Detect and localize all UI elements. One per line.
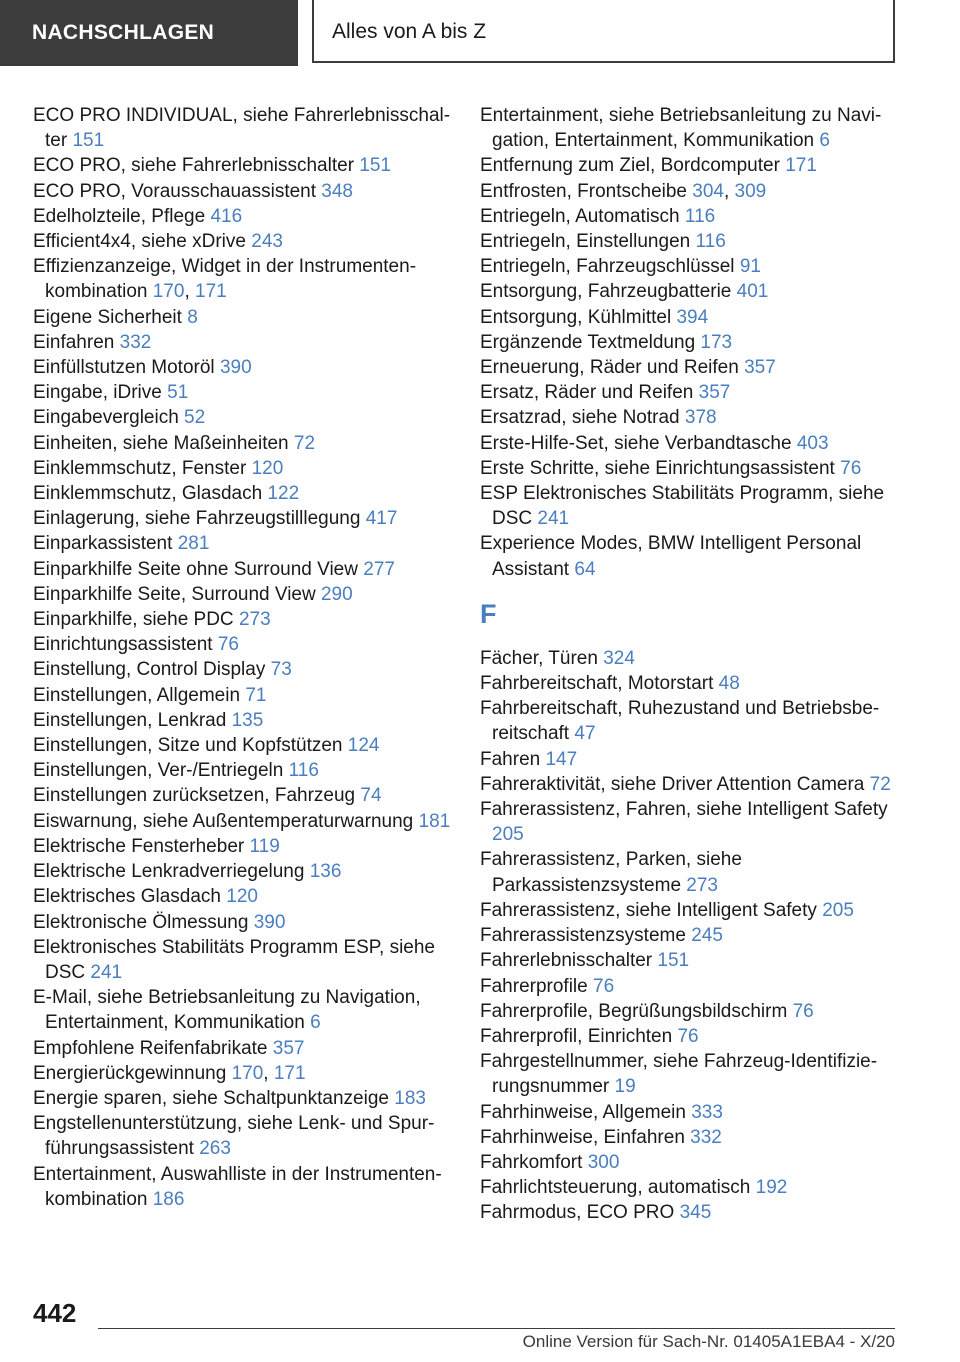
index-entry bbox=[33, 153, 453, 178]
index-entry: Energierückgewinnung 170, 171 bbox=[33, 1062, 306, 1084]
index-entry-term: Einlagerung, siehe Fahrzeugstilllegung bbox=[33, 508, 361, 530]
page-reference-link[interactable]: 324 bbox=[603, 647, 635, 669]
page-reference-link[interactable]: 120 bbox=[251, 457, 284, 479]
index-entry bbox=[33, 1111, 453, 1161]
page-reference-link[interactable]: 357 bbox=[744, 357, 776, 379]
page-reference-link[interactable]: 124 bbox=[347, 735, 380, 757]
index-entry bbox=[33, 380, 453, 405]
index-entry bbox=[33, 985, 453, 1035]
index-entry: Entfrosten, Frontscheibe 304, 309 bbox=[480, 180, 767, 202]
index-entry bbox=[480, 898, 900, 923]
page-reference-link[interactable]: 91 bbox=[739, 256, 761, 278]
index-entry-term: Fahrerprofile, Begrüßungsbildschirm bbox=[480, 1000, 788, 1022]
index-entry bbox=[480, 1049, 900, 1099]
index-entry bbox=[480, 204, 900, 229]
index-letter-heading: F bbox=[480, 598, 497, 629]
index-entry-term: Eiswarnung, siehe Außentemperaturwarnung bbox=[33, 810, 414, 832]
index-entry bbox=[33, 935, 453, 985]
page-reference-link[interactable]: 64 bbox=[574, 558, 596, 580]
page-reference-link[interactable]: 403 bbox=[796, 432, 829, 454]
index-entry bbox=[480, 923, 900, 948]
page-reference-link[interactable]: 333 bbox=[691, 1101, 723, 1123]
index-entry bbox=[33, 859, 453, 884]
page-reference-link[interactable]: 183 bbox=[394, 1087, 426, 1109]
index-entry-term: Experience Modes, BMW Intelligent Personal Assistant bbox=[480, 533, 862, 580]
page-reference-link[interactable]: 243 bbox=[251, 231, 283, 253]
index-group-e bbox=[480, 103, 900, 582]
page-reference-link[interactable]: 416 bbox=[210, 205, 243, 227]
page-reference-link[interactable]: 245 bbox=[691, 925, 723, 947]
index-entry-term: Einstellungen, Ver-/Entriegeln bbox=[33, 760, 284, 782]
index-entry-term: Fahrmodus, ECO PRO bbox=[480, 1202, 675, 1224]
page-reference-link[interactable]: 173 bbox=[700, 331, 733, 353]
index-entry-term: Elektrische Fensterheber bbox=[33, 835, 245, 857]
index-entry-term: Einparkhilfe Seite ohne Surround View bbox=[33, 558, 358, 580]
page-reference-link[interactable]: 73 bbox=[270, 659, 292, 681]
index-entry bbox=[480, 279, 900, 304]
index-entry-term: Einfüllstutzen Motoröl bbox=[33, 357, 215, 379]
page-reference-link[interactable]: 281 bbox=[177, 533, 210, 555]
index-entry bbox=[33, 506, 453, 531]
index-entry-term: E-Mail, siehe Betriebsanleitung zu Navigation, Entertainment, Kommunikation bbox=[33, 987, 421, 1034]
index-entry-term: Erste Schritte, siehe Einrichtungsassistent bbox=[480, 457, 835, 479]
index-entry bbox=[33, 305, 453, 330]
index-entry-term: ESP Elektronisches Stabilitäts Programm, siehe DSC bbox=[480, 483, 885, 530]
page-reference-link[interactable]: 348 bbox=[321, 180, 353, 202]
page-reference-link[interactable]: 116 bbox=[288, 760, 319, 782]
index-entry-term: Fahrbereitschaft, Ruhezustand und Betriebsbereitschaft bbox=[480, 698, 880, 745]
index-entry bbox=[33, 355, 453, 380]
index-entry bbox=[480, 456, 900, 481]
index-entry-term: Entsorgung, Fahrzeugbatterie bbox=[480, 281, 732, 303]
page-reference-link[interactable]: 52 bbox=[184, 407, 206, 429]
index-entry bbox=[480, 153, 900, 178]
index-entry bbox=[33, 683, 453, 708]
index-entry-term: Einklemmschutz, Fenster bbox=[33, 457, 247, 479]
index-entry bbox=[480, 1150, 900, 1175]
page-reference-link[interactable]: 263 bbox=[199, 1138, 231, 1160]
index-entry bbox=[480, 948, 900, 973]
index-entry bbox=[480, 330, 900, 355]
index-entry-term: Entfrosten, Frontscheibe bbox=[480, 180, 687, 202]
index-entry-term: Einklemmschutz, Glasdach bbox=[33, 483, 263, 505]
page-reference-link[interactable]: 74 bbox=[360, 785, 382, 807]
index-group-f bbox=[480, 646, 900, 1226]
index-entry bbox=[480, 380, 900, 405]
index-entry bbox=[480, 1125, 900, 1150]
page-reference-link[interactable]: 394 bbox=[676, 306, 709, 328]
index-entry-term: Entsorgung, Kühlmittel bbox=[480, 306, 672, 328]
page-reference-link[interactable]: 378 bbox=[684, 407, 717, 429]
page-reference-link[interactable]: 48 bbox=[718, 673, 740, 695]
page-reference-link[interactable]: 332 bbox=[119, 331, 152, 353]
page-reference-link[interactable]: 241 bbox=[537, 508, 570, 530]
page-reference-link[interactable]: 181 bbox=[418, 810, 451, 832]
page-reference-link[interactable]: 116 bbox=[695, 231, 726, 253]
page-reference-link[interactable]: 345 bbox=[679, 1202, 712, 1224]
index-entry-term: Elektronische Ölmessung bbox=[33, 911, 249, 933]
index-entry-term: Elektrische Lenkradverriegelung bbox=[33, 861, 305, 883]
index-entry: Effizienzanzeige, Widget in der Instrumentenkombination 170, 171 bbox=[33, 256, 417, 303]
index-entry-term: Entfernung zum Ziel, Bordcomputer bbox=[480, 155, 780, 177]
page-reference-link[interactable]: 171 bbox=[273, 1062, 306, 1084]
page-reference-link[interactable]: 170 bbox=[152, 281, 185, 303]
page-reference-link[interactable]: 151 bbox=[657, 950, 690, 972]
index-entry-term: Fahrerlebnisschalter bbox=[480, 950, 653, 972]
page-reference-link[interactable]: 47 bbox=[574, 723, 596, 745]
index-entry bbox=[33, 1086, 453, 1111]
index-entry-term: Fahrerprofile bbox=[480, 975, 588, 997]
index-entry bbox=[33, 456, 453, 481]
index-entry-term: Eigene Sicherheit bbox=[33, 306, 182, 328]
chapter-header: Alles von A bis Z bbox=[312, 0, 895, 63]
index-entry bbox=[33, 834, 453, 859]
index-entry bbox=[480, 103, 900, 153]
index-entry-term: Ersatz, Räder und Reifen bbox=[480, 382, 694, 404]
page-reference-link[interactable]: 357 bbox=[272, 1037, 305, 1059]
page-reference-link[interactable]: 304 bbox=[692, 180, 724, 202]
index-entry-term: Ersatzrad, siehe Notrad bbox=[480, 407, 680, 429]
page-reference-link[interactable]: 273 bbox=[686, 874, 718, 896]
index-entry bbox=[33, 910, 453, 935]
index-entry bbox=[33, 733, 453, 758]
index-entry bbox=[33, 405, 453, 430]
page-reference-link[interactable]: 6 bbox=[310, 1012, 321, 1034]
index-entry-term: Einstellungen, Lenkrad bbox=[33, 709, 227, 731]
index-entry bbox=[480, 999, 900, 1024]
page-reference-link[interactable]: 76 bbox=[677, 1025, 699, 1047]
page-reference-link[interactable]: 309 bbox=[734, 180, 767, 202]
page-reference-link[interactable]: 19 bbox=[614, 1076, 636, 1098]
page-reference-link[interactable]: 357 bbox=[698, 382, 731, 404]
index-entry-term: Fahrerassistenzsysteme bbox=[480, 925, 686, 947]
index-entry-term: Entertainment, Auswahlliste in der Instrumentenkombination bbox=[33, 1163, 442, 1210]
index-entry-term: ECO PRO, siehe Fahrerlebnisschalter bbox=[33, 155, 355, 177]
index-entry bbox=[33, 708, 453, 733]
index-entry bbox=[480, 747, 900, 772]
index-entry bbox=[480, 1100, 900, 1125]
index-entry-term: Einrichtungsassistent bbox=[33, 634, 213, 656]
index-entry bbox=[480, 847, 900, 897]
index-entry bbox=[33, 103, 453, 153]
page-reference-link[interactable]: 300 bbox=[587, 1151, 620, 1173]
index-entry bbox=[480, 1200, 900, 1225]
page-reference-link[interactable]: 119 bbox=[249, 835, 280, 857]
index-entry bbox=[33, 607, 453, 632]
online-version-note: Online Version für Sach-Nr. 01405A1EBA4 - X/20 bbox=[522, 1332, 895, 1351]
index-entry bbox=[480, 797, 900, 847]
index-entry bbox=[480, 355, 900, 380]
index-entry-term: Einparkassistent bbox=[33, 533, 173, 555]
page-reference-link[interactable]: 116 bbox=[684, 205, 716, 227]
index-entry-term: Fahrhinweise, Allgemein bbox=[480, 1101, 686, 1123]
index-entry-term: Fahrbereitschaft, Motorstart bbox=[480, 673, 714, 695]
page-reference-link[interactable]: 76 bbox=[593, 975, 615, 997]
index-entry-term: Erneuerung, Räder und Reifen bbox=[480, 357, 739, 379]
index-entry-term: Edelholzteile, Pflege bbox=[33, 205, 206, 227]
index-entry-term: Einstellung, Control Display bbox=[33, 659, 266, 681]
index-entry-term: Engstellenunterstützung, siehe Lenk- und Spurführungsassistent bbox=[33, 1113, 435, 1160]
index-entry bbox=[33, 330, 453, 355]
page-reference-link[interactable]: 76 bbox=[840, 457, 862, 479]
page-reference-link[interactable]: 332 bbox=[690, 1126, 722, 1148]
index-entry bbox=[480, 229, 900, 254]
page-reference-link[interactable]: 151 bbox=[359, 155, 391, 177]
page-reference-link[interactable]: 147 bbox=[545, 748, 578, 770]
page-reference-link[interactable]: 390 bbox=[253, 911, 286, 933]
index-entry bbox=[480, 1175, 900, 1200]
index-entry bbox=[480, 646, 900, 671]
index-entry-term: Elektronisches Stabilitäts Programm ESP, siehe DSC bbox=[33, 936, 435, 983]
page-reference-link[interactable]: 8 bbox=[187, 306, 198, 328]
index-entry-term: Einstellungen, Sitze und Kopfstützen bbox=[33, 735, 343, 757]
index-entry bbox=[33, 229, 453, 254]
index-entry-term: Entriegeln, Automatisch bbox=[480, 205, 680, 227]
page-reference-link[interactable]: 72 bbox=[869, 773, 891, 795]
index-entry-term: Eingabevergleich bbox=[33, 407, 179, 429]
page-reference-link[interactable]: 192 bbox=[755, 1177, 788, 1199]
index-entry bbox=[33, 884, 453, 909]
page-reference-link[interactable]: 120 bbox=[226, 886, 258, 908]
index-entry bbox=[480, 671, 900, 696]
page-reference-link[interactable]: 401 bbox=[736, 281, 769, 303]
index-entry-term: Fahreraktivität, siehe Driver Attention Camera bbox=[480, 773, 865, 795]
index-entry bbox=[33, 204, 453, 229]
index-entry-term: Einfahren bbox=[33, 331, 115, 353]
index-entry-term: Entriegeln, Einstellungen bbox=[480, 231, 691, 253]
index-entry-term: Empfohlene Reifenfabrikate bbox=[33, 1037, 268, 1059]
page-reference-link[interactable]: 122 bbox=[267, 483, 300, 505]
page-reference-link[interactable]: 51 bbox=[167, 382, 189, 404]
index-entry bbox=[33, 557, 453, 582]
page-reference-link[interactable]: 205 bbox=[822, 899, 854, 921]
index-entry bbox=[480, 531, 900, 581]
page-reference-link[interactable]: 290 bbox=[320, 583, 353, 605]
page-reference-link[interactable]: 417 bbox=[365, 508, 398, 530]
page-reference-link[interactable]: 171 bbox=[785, 155, 817, 177]
index-entry bbox=[480, 431, 900, 456]
index-entry-term: Entertainment, siehe Betriebsanleitung zu Navigation, Entertainment, Kommunikation bbox=[480, 105, 882, 152]
page-reference-link[interactable]: 205 bbox=[492, 824, 524, 846]
index-entry-term: Fahrlichtsteuerung, automatisch bbox=[480, 1177, 751, 1199]
page-reference-link[interactable]: 76 bbox=[792, 1000, 814, 1022]
index-entry-term: Fahrhinweise, Einfahren bbox=[480, 1126, 685, 1148]
page-reference-link[interactable]: 135 bbox=[231, 709, 264, 731]
page-reference-link[interactable]: 76 bbox=[217, 634, 239, 656]
index-entry-term: Einparkhilfe Seite, Surround View bbox=[33, 583, 316, 605]
index-entry bbox=[33, 1162, 453, 1212]
index-entry-term: Fahrerassistenz, siehe Intelligent Safety bbox=[480, 899, 817, 921]
index-entry-term: Fahrerassistenz, Parken, siehe Parkassistenzsysteme bbox=[480, 849, 742, 896]
index-entry bbox=[33, 531, 453, 556]
index-entry-term: Efficient4x4, siehe xDrive bbox=[33, 231, 246, 253]
index-column-right bbox=[480, 103, 900, 1226]
page-reference-link[interactable]: 6 bbox=[819, 130, 830, 152]
index-entry bbox=[480, 696, 900, 746]
index-entry-term: Einstellungen, Allgemein bbox=[33, 684, 241, 706]
page-reference-link[interactable]: 72 bbox=[293, 432, 316, 454]
index-entry bbox=[480, 405, 900, 430]
page-reference-link[interactable]: 390 bbox=[219, 357, 252, 379]
page-number: 442 bbox=[33, 1298, 77, 1328]
index-entry-term: ECO PRO INDIVIDUAL, siehe Fahrerlebnisschalter bbox=[33, 105, 451, 152]
index-entry-term: ECO PRO, Vorausschauassistent bbox=[33, 180, 317, 202]
page-reference-link[interactable]: 277 bbox=[363, 558, 395, 580]
index-entry-term: Fahrkomfort bbox=[480, 1151, 583, 1173]
index-entry bbox=[33, 431, 453, 456]
index-entry-term: Fahrerprofil, Einrichten bbox=[480, 1025, 673, 1047]
page-reference-link[interactable]: 170 bbox=[231, 1062, 264, 1084]
page-reference-link[interactable]: 151 bbox=[72, 130, 105, 152]
index-entry bbox=[33, 179, 453, 204]
index-entry-term: Effizienzanzeige, Widget in der Instrumentenkombination bbox=[33, 256, 417, 303]
index-entry bbox=[33, 1036, 453, 1061]
index-entry-term: Einstellungen zurücksetzen, Fahrzeug bbox=[33, 785, 356, 807]
index-entry-term: Fächer, Türen bbox=[480, 647, 598, 669]
index-entry-term: Eingabe, iDrive bbox=[33, 382, 162, 404]
footer-divider bbox=[98, 1328, 895, 1329]
index-entry-term: Fahrgestellnummer, siehe Fahrzeug-Identifizierungsnummer bbox=[480, 1051, 878, 1098]
index-entry-term: Fahrerassistenz, Fahren, siehe Intelligent Safety bbox=[480, 799, 888, 821]
index-entry bbox=[480, 1024, 900, 1049]
index-entry bbox=[33, 783, 453, 808]
index-entry bbox=[33, 758, 453, 783]
page-reference-link[interactable]: 273 bbox=[238, 609, 271, 631]
index-entry bbox=[33, 657, 453, 682]
index-entry-term: Energie sparen, siehe Schaltpunktanzeige bbox=[33, 1087, 389, 1109]
index-entry-term: Erste-Hilfe-Set, siehe Verbandtasche bbox=[480, 432, 792, 454]
index-entry bbox=[33, 632, 453, 657]
page-reference-link[interactable]: 171 bbox=[195, 281, 227, 303]
index-entry-term: Fahren bbox=[480, 748, 541, 770]
index-entry-term: Energierückgewinnung bbox=[33, 1062, 227, 1084]
index-entry bbox=[480, 481, 900, 531]
index-column-left bbox=[33, 103, 453, 1212]
page-reference-link[interactable]: 186 bbox=[152, 1188, 185, 1210]
index-entry bbox=[480, 974, 900, 999]
index-entry-term: Entriegeln, Fahrzeugschlüssel bbox=[480, 256, 735, 278]
index-entry bbox=[33, 481, 453, 506]
page-reference-link[interactable]: 71 bbox=[245, 684, 267, 706]
index-entry bbox=[480, 254, 900, 279]
index-entry bbox=[480, 305, 900, 330]
index-entry-term: Einparkhilfe, siehe PDC bbox=[33, 609, 234, 631]
index-entry bbox=[33, 809, 453, 834]
index-entry-term: Ergänzende Textmeldung bbox=[480, 331, 696, 353]
section-header: NACHSCHLAGEN bbox=[0, 0, 298, 66]
page-reference-link[interactable]: 136 bbox=[309, 861, 342, 883]
index-entry bbox=[480, 772, 900, 797]
index-entry bbox=[33, 582, 453, 607]
index-entry-term: Elektrisches Glasdach bbox=[33, 886, 221, 908]
index-entry-term: Einheiten, siehe Maßeinheiten bbox=[33, 432, 289, 454]
page-reference-link[interactable]: 241 bbox=[90, 961, 123, 983]
